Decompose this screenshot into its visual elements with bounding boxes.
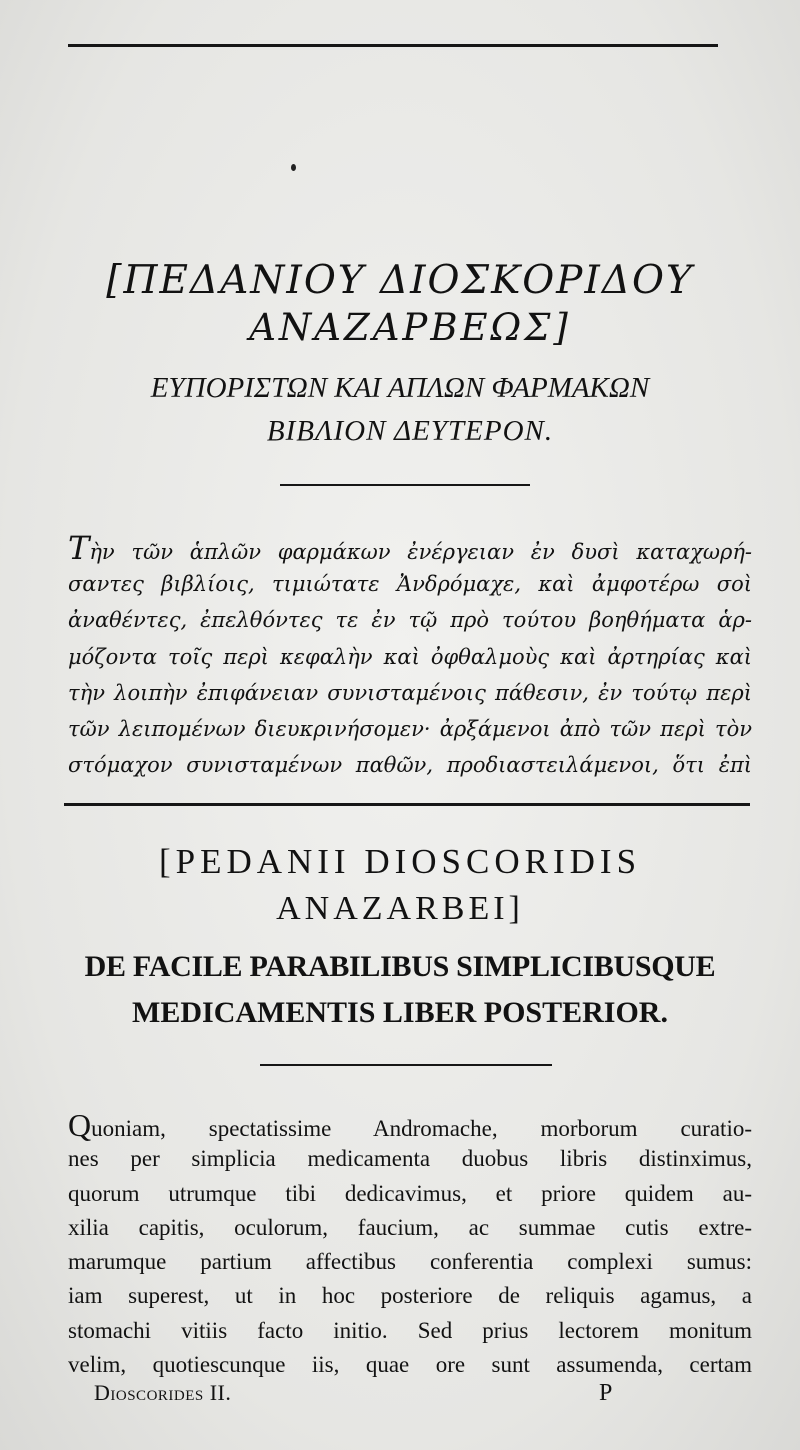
greek-body-text [68,530,752,783]
greek-body-line: ἀναθέντες, ἐπελθόντες τε ἐν τῷ πρὸ τούτου βοηθήματα ἁρ- [68,608,752,633]
latin-body-line-1 [68,1108,752,1142]
latin-body-line: velim, quotiescunque iis, quae ore sunt assumenda, certam [68,1352,752,1378]
section-separator-rule [64,803,750,806]
top-rule [68,44,718,47]
greek-drop-initial: Τ [68,529,90,567]
latin-subtitle-line-2: MEDICAMENTIS LIBER POSTERIOR. [132,996,668,1029]
greek-subtitle-line-2: ΒΙΒΛΙΟΝ ΔΕΥΤΕΡΟΝ. [266,415,554,447]
latin-body-line: xilia capitis, oculorum, faucium, ac summae cutis extre- [68,1214,752,1240]
greek-title-line-2: ΑΝΑΖΑΡΒΕΩΣ] [249,306,571,349]
greek-body-line: στόμαχον συνισταμένων παθῶν, προδιαστειλάμενοι, ὅτι ἐπὶ [68,753,752,778]
latin-body-line: marumque partium affectibus conferentia complexi sumus: [68,1249,752,1275]
latin-title-line-2: ANAZARBEI] [276,890,524,927]
latin-body-line-1-rest: uoniam, spectatissime Andromache, morborum curatio- [91,1116,752,1141]
latin-heading-rule [260,1064,552,1066]
latin-body-text [68,1108,752,1382]
greek-body-line: τὴν λοιπὴν ἐπιφάνειαν συνισταμένοις πάθεσιν, ἐν τούτῳ περὶ [68,680,752,705]
ink-dot [291,164,296,171]
greek-title-line-1: [ΠΕΔΑΝΙΟΥ ΔΙΟΣΚΟΡΙΔΟΥ [106,258,694,303]
latin-body-line: iam superest, ut in hoc posteriore de reliquis agamus, a [68,1283,752,1309]
latin-subtitle-line-1: DE FACILE PARABILIBUS SIMPLICIBUSQUE [84,950,716,983]
latin-title-line-1: [PEDANII DIOSCORIDIS [158,842,642,881]
greek-body-line: μόζοντα τοῖς περὶ κεφαλὴν καὶ ὀφθαλμοὺς καὶ ἀρτηρίας καὶ [68,644,752,669]
greek-body-line: σαντες βιβλίοις, τιμιώτατε Ἀνδρόμαχε, καὶ ἀμφοτέρω σοὶ [68,572,752,597]
greek-heading-rule [280,484,530,486]
latin-body-line: stomachi vitiis facto initio. Sed prius lectorem monitum [68,1317,752,1343]
latin-body-line: nes per simplicia medicamenta duobus libris distinximus, [68,1146,752,1172]
signature-mark: P [599,1380,613,1406]
latin-drop-initial: Q [68,1107,92,1143]
signature-line: Dioscorides II. [94,1380,232,1405]
greek-subtitle-line-1: ΕΥΠΟΡΙΣΤΩΝ ΚΑΙ ΑΠΛΩΝ ΦΑΡΜΑΚΩΝ [150,372,650,404]
greek-body-line-1-rest: ὴν τῶν ἁπλῶν φαρμάκων ἐνέργειαν ἐν δυσὶ καταχωρή- [89,540,752,564]
latin-body-line: quorum utrumque tibi dedicavimus, et priore quidem au- [68,1180,752,1206]
greek-body-line-1 [68,530,752,566]
greek-body-line: τῶν λειπομένων διευκρινήσομεν· ἀρξάμενοι ἀπὸ τῶν περὶ τὸν [68,716,752,741]
